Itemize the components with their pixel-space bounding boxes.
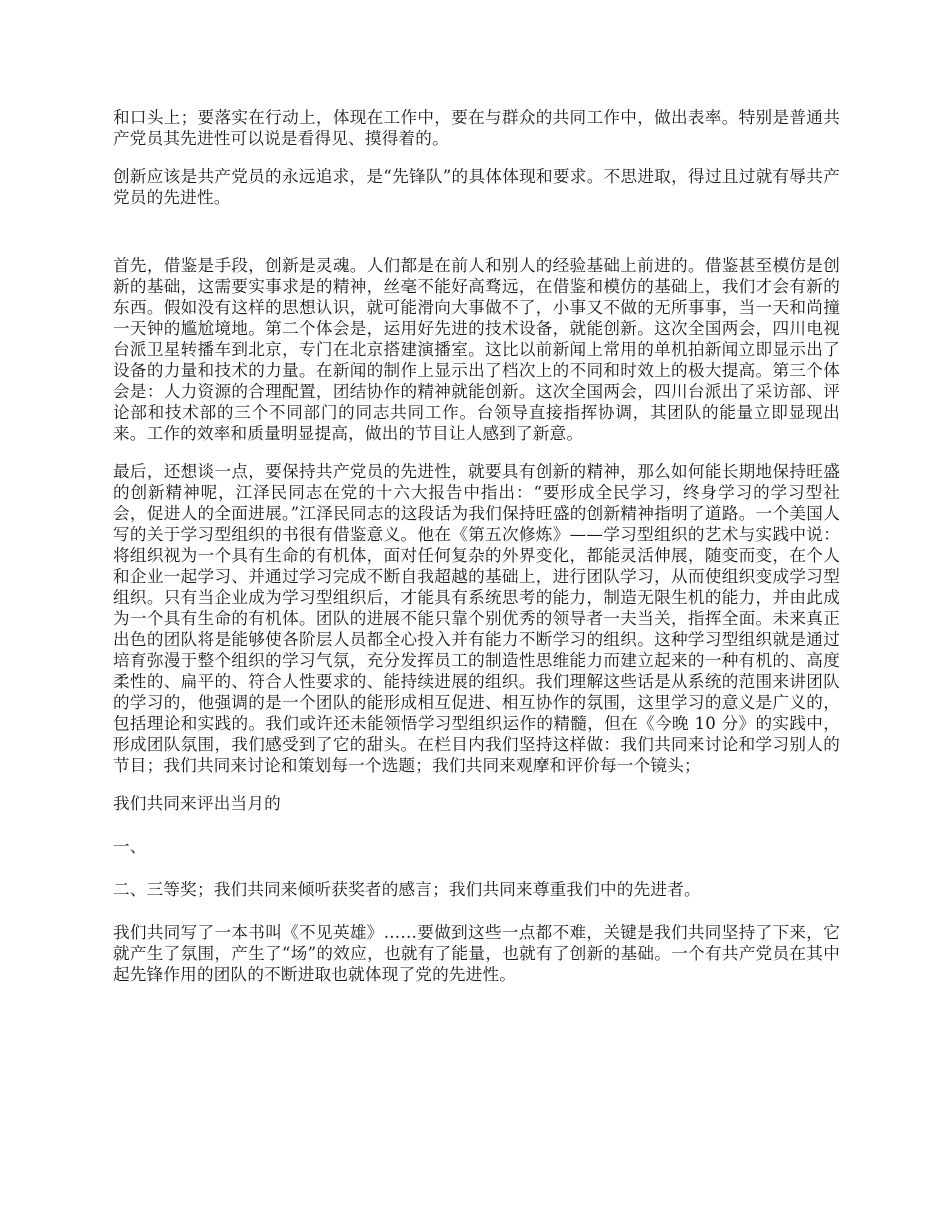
paragraph-5: 我们共同来评出当月的	[113, 794, 281, 813]
paragraph-6: 一、	[113, 837, 147, 856]
paragraph-7: 二、三等奖；我们共同来倾听获奖者的感言；我们共同来尊重我们中的先进者。	[113, 880, 701, 899]
paragraph-3: 首先，借鉴是手段，创新是灵魂。人们都是在前人和别人的经验基础上前进的。借鉴甚至模仿是创新的基础，这需要实事求是的精神，丝毫不能好高骛远，在借鉴和模仿的基础上，我们才会有新的东西。假如没有这样的思想认识，就可能滑向大事做不了，小事又不做的无所事事，当一天和尚撞一天钟的尴尬境地。第二个体会是，运用好先进的技术设备，就能创新。这次全国两会，四川电视台派卫星转播车到北京，专门在北京搭建演播室。这比以前新闻上常用的单机拍新闻立即显示出了设备的力量和技术的力量。在新闻的制作上显示出了档次上的不同和时效上的极大提高。第三个体会是：人力资源的合理配置，团结协作的精神就能创新。这次全国两会，四川台派出了采访部、评论部和技术部的三个不同部门的同志共同工作。台领导直接指挥协调，其团队的能量立即显现出来。工作的效率和质量明显提高，做出的节目让人感到了新意。	[113, 256, 840, 443]
paragraph-8: 我们共同写了一本书叫《不见英雄》……要做到这些一点都不难，关键是我们共同坚持了下来，它就产生了氛围，产生了“场”的效应，也就有了能量，也就有了创新的基础。一个有共产党员在其中起先锋作用的团队的不断进取也就体现了党的先进性。	[113, 923, 840, 984]
paragraph-1: 和口头上；要落实在行动上，体现在工作中，要在与群众的共同工作中，做出表率。特别是普通共产党员其先进性可以说是看得见、摸得着的。	[113, 108, 840, 148]
paragraph-2: 创新应该是共产党员的永远追求，是“先锋队”的具体体现和要求。不思进取，得过且过就有辱共产党员的先进性。	[113, 167, 840, 207]
document-page	[113, 107, 840, 1002]
paragraph-gap	[113, 225, 840, 255]
paragraph-4: 最后，还想谈一点，要保持共产党员的先进性，就要具有创新的精神，那么如何能长期地保持旺盛的创新精神呢，江泽民同志在党的十六大报告中指出：“要形成全民学习，终身学习的学习型社会，促进人的全面进展。”江泽民同志的这段话为我们保持旺盛的创新精神指明了道路。一个美国人写的关于学习型组织的书很有借鉴意义。他在《第五次修炼》——学习型组织的艺术与实践中说：将组织视为一个具有生命的有机体，面对任何复杂的外界变化，都能灵活伸展，随变而变，在个人和企业一起学习、并通过学习完成不断自我超越的基础上，进行团队学习，从而使组织变成学习型组织。只有当企业成为学习型组织后，才能具有系统思考的能力，制造无限生机的能力，并由此成为一个具有生命的有机体。团队的进展不能只靠个别优秀的领导者一夫当关，指挥全面。未来真正出色的团队将是能够使各阶层人员都全心投入并有能力不断学习的组织。这种学习型组织就是通过培育弥漫于整个组织的学习气氛，充分发挥员工的制造性思维能力而建立起来的一种有机的、高度柔性的、扁平的、符合人性要求的、能持续进展的组织。我们理解这些话是从系统的范围来讲团队的学习的，他强调的是一个团队的能形成相互促进、相互协作的氛围，这里学习的意义是广义的，包括理论和实践的。我们或许还未能领悟学习型组织运作的精髓，但在《今晚 10 分》的实践中，形成团队氛围，我们感受到了它的甜头。在栏目内我们坚持这样做：我们共同来讨论和学习别人的节目；我们共同来讨论和策划每一个选题；我们共同来观摩和评价每一个镜头；	[113, 462, 840, 775]
